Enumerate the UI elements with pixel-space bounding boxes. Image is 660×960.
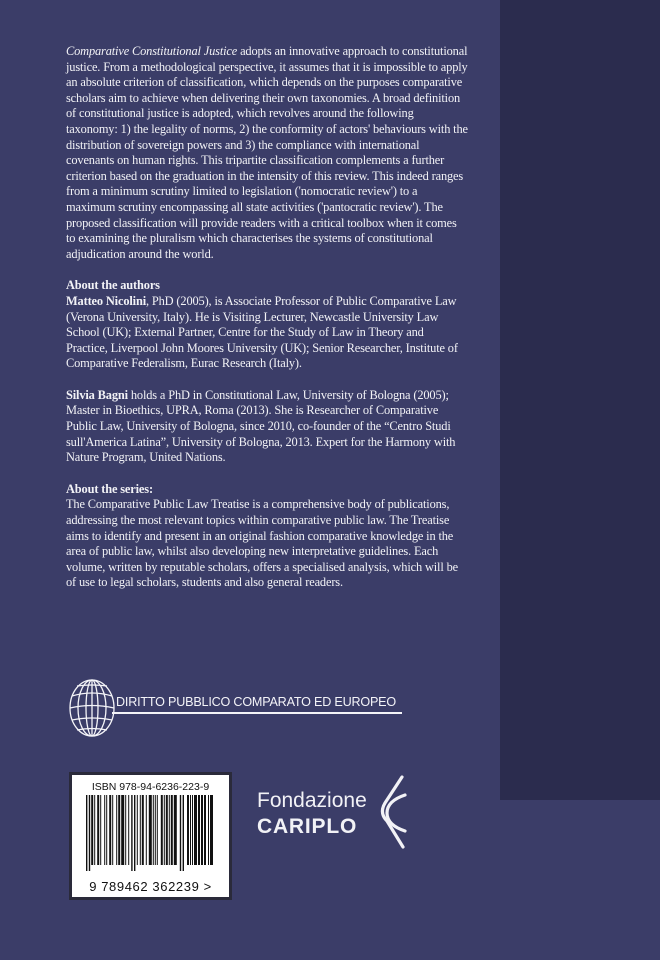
series-logo-rule (112, 712, 402, 714)
about-series-heading: About the series: (66, 481, 153, 496)
about-authors-heading: About the authors (66, 278, 160, 293)
sponsor-line2: CARIPLO (257, 815, 358, 838)
author-text-nicolini: , PhD (2005), is Associate Professor of Public Comparative Law (Verona University, Italy). He is Visiting Lecturer, Newcastle University Law School (UK); External Partner, Centre for the Study of Law in Theory and Practice, Liverpool John Moores University (UK); Senior Researcher, Institute of Comparative Federalism, Eurac Research (Italy). (66, 293, 458, 371)
series-description: The Comparative Public Law Treatise is a comprehensive body of publications, addressing the most relevant topics within comparative public law. The Treatise aims to identify and present in an original fashion comparative knowledge in the area of public law, whilst also developing new interpretative guidelines. Each volume, written by reputable scholars, offers a specialised analysis, which will be of use to legal scholars, students and also general readers. (66, 497, 458, 590)
barcode-digits: 9 789462 362239 > (89, 879, 212, 894)
book-blurb (66, 44, 468, 262)
barcode-bars (80, 795, 221, 871)
series-logo-text: DIRITTO PUBBLICO COMPARATO ED EUROPEO (116, 695, 396, 709)
sponsor-line1: Fondazione (257, 789, 367, 812)
author-bio-nicolini (66, 294, 468, 372)
fondazione-cariplo-logo (257, 775, 417, 855)
author-name-nicolini: Matteo Nicolini (66, 293, 146, 308)
spine-band (500, 0, 660, 800)
back-cover-text (66, 44, 468, 591)
isbn-label: ISBN 978-94-6236-223-9 (91, 781, 210, 793)
cariplo-mark-icon (375, 775, 409, 851)
author-name-bagni: Silvia Bagni (66, 387, 128, 402)
author-text-bagni: holds a PhD in Constitutional Law, University of Bologna (2005); Master in Bioethics, UPRA, Roma (2013). She is Researcher of Comparative Public Law, University of Bologna, since 2010, co-founder of the “Centro Studi sull'America Latina”, University of Bologna, 2013. Expert for the Harmony with Nature Program, United Nations. (66, 387, 456, 465)
series-logo (66, 676, 411, 740)
author-bio-bagni (66, 388, 468, 466)
book-title-italic: Comparative Constitutional Justice (66, 44, 238, 58)
blurb-text: adopts an innovative approach to constitutional justice. From a methodological perspective, it assumes that it is impossible to apply an absolute criterion of classification, which depends on the purposes comparative scholars aim to achieve when delivering their own taxonomies. A broad definition of constitutional justice is adopted, which revolves around the following taxonomy: 1) the legality of norms, 2) the conformity of actors' behaviours with the distribution of sovereign powers and 3) the compliance with international covenants on human rights. This tripartite classification complements a further criterion based on the graduation in the intensity of this review. This indeed ranges from a minimum scrutiny limited to legislation ('nomocratic review') to a maximum scrutiny encompassing all state activities ('pantocratic review'). The proposed classification will provide readers with a critical toolbox when it comes to examining the pluralism which characterises the systems of constitutional adjudication around the world. (66, 44, 468, 261)
globe-icon (66, 676, 118, 740)
isbn-barcode (69, 772, 232, 900)
